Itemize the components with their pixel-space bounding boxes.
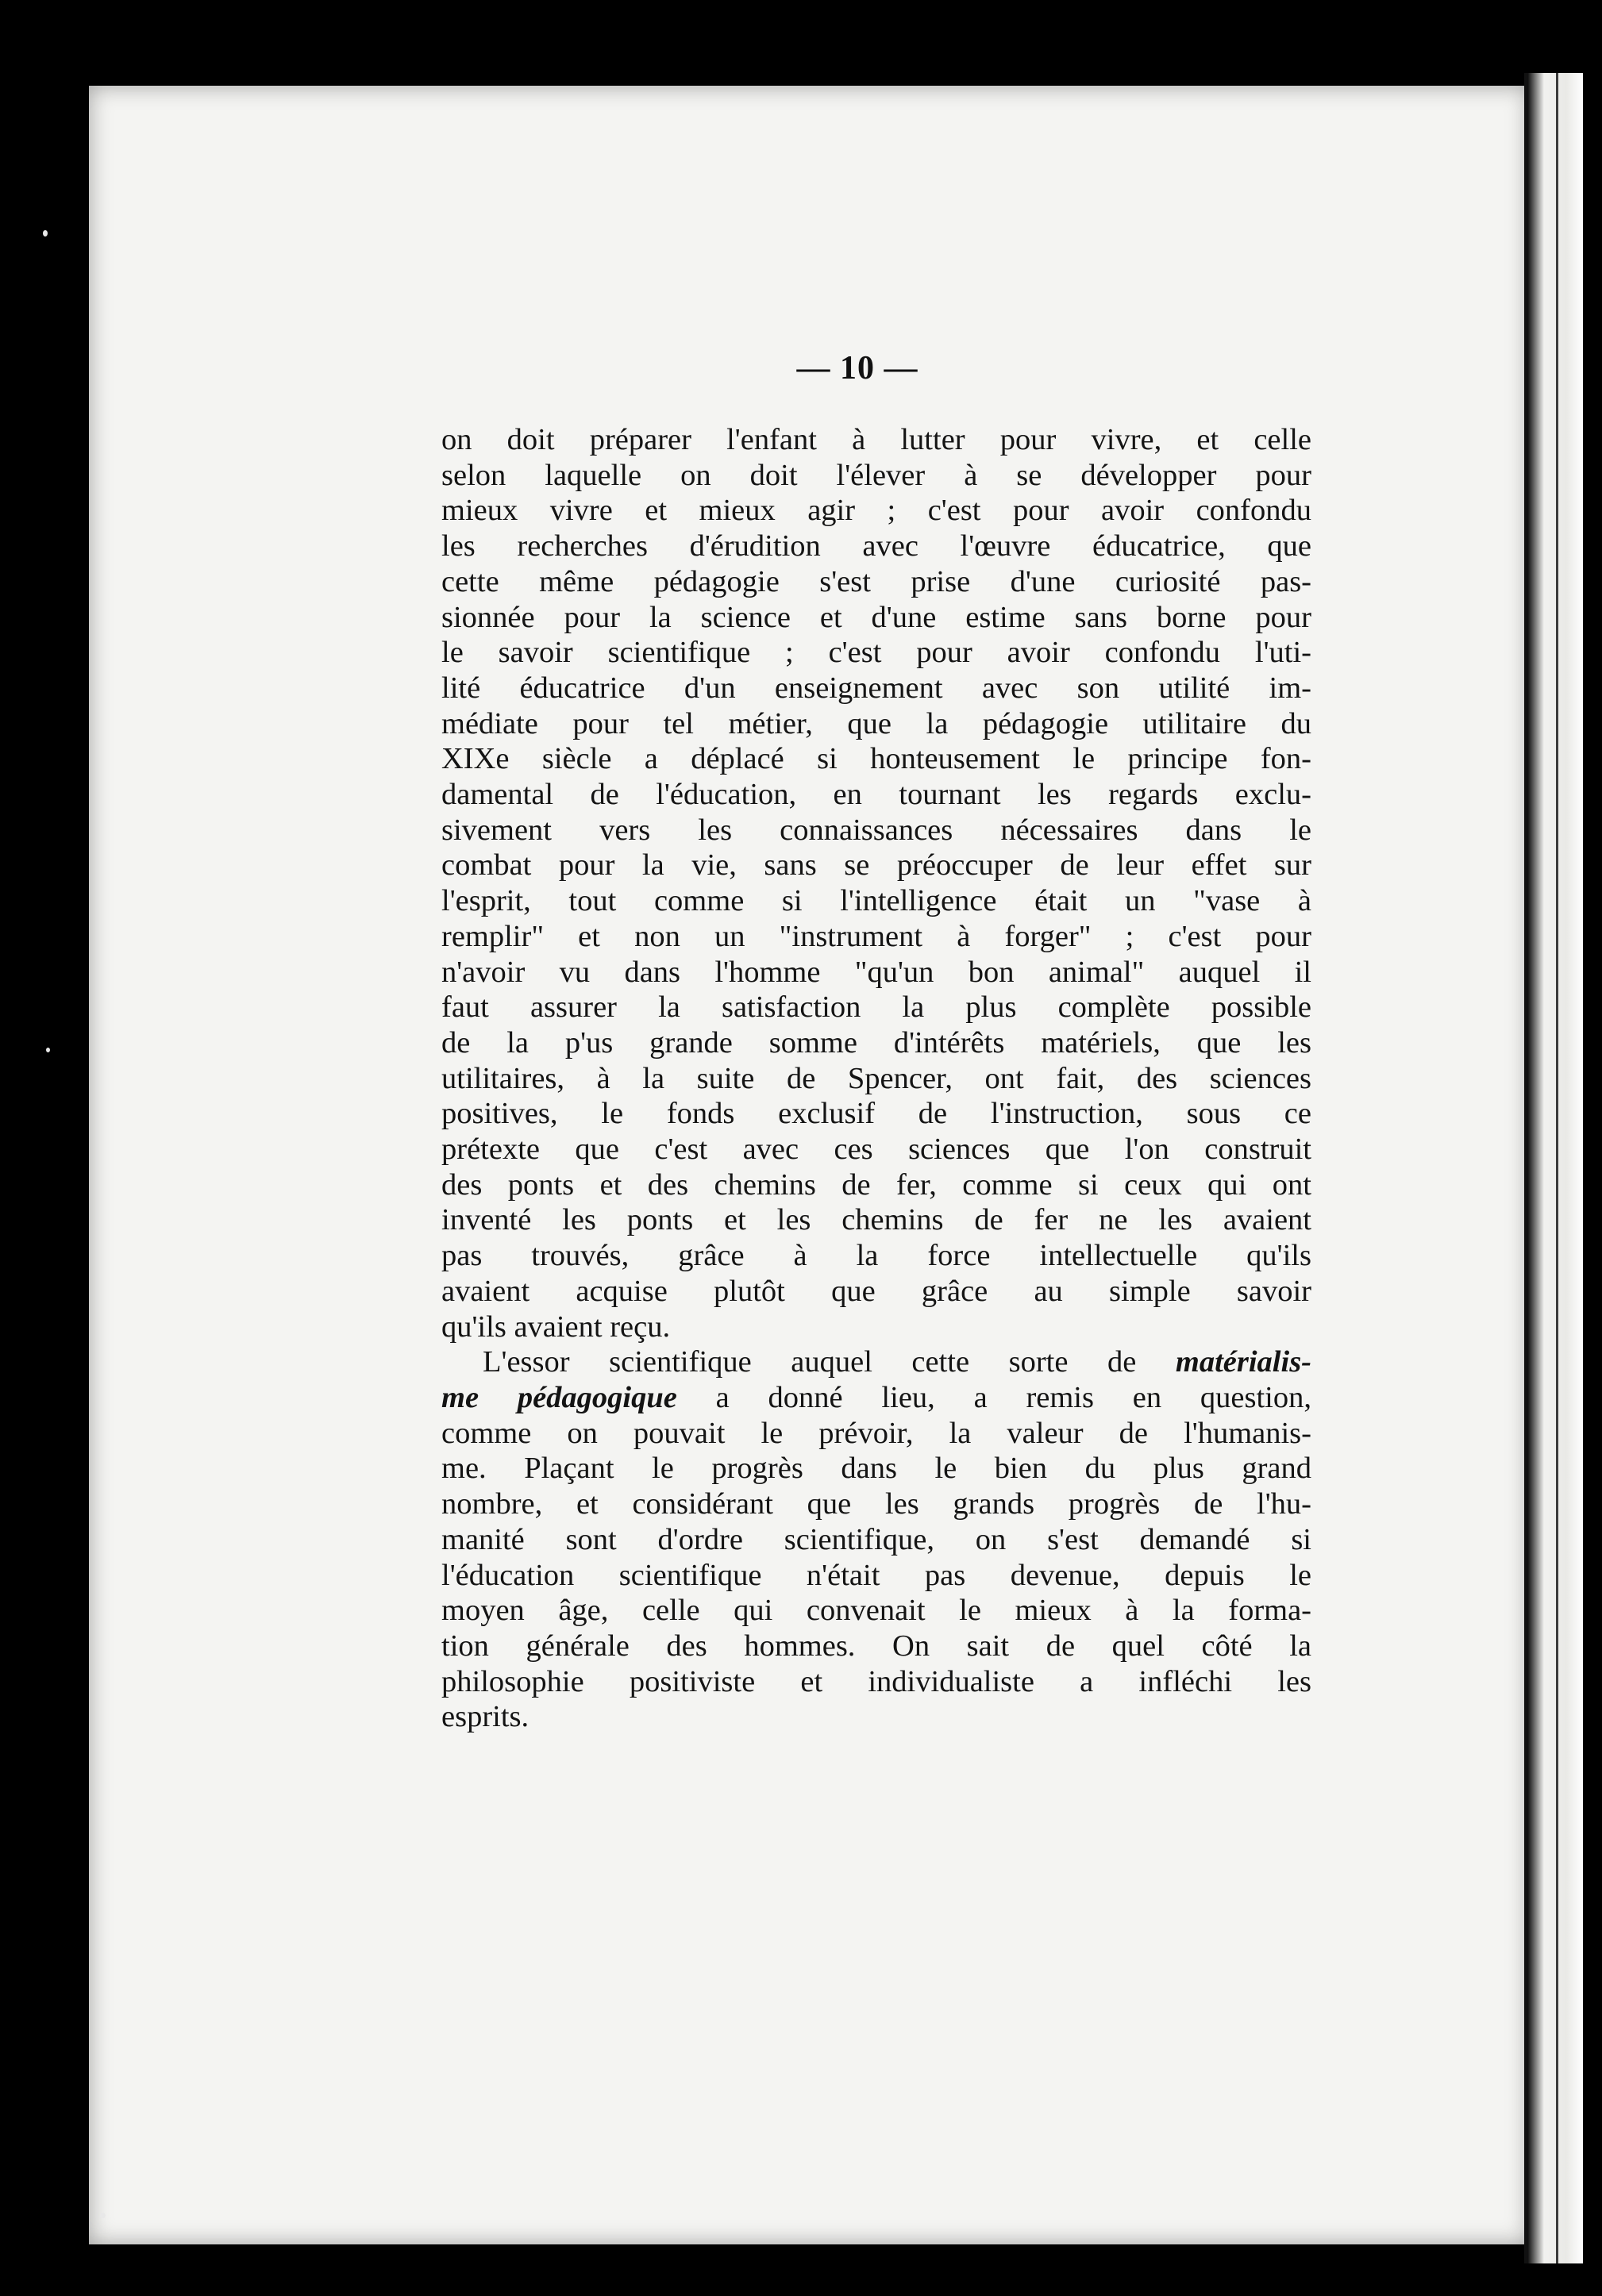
text-line: inventé les ponts et les chemins de fer ne les avaient (441, 1203, 1311, 1237)
text-line: damental de l'éducation, en tournant les regards exclu- (441, 778, 1311, 812)
text-line: utilitaires, à la suite de Spencer, ont fait, des sciences (441, 1061, 1311, 1095)
text-line: nombre, et considérant que les grands progrès de l'hu- (441, 1487, 1311, 1521)
text-line: XIXe siècle a déplacé si honteusement le principe fon- (441, 742, 1311, 776)
adjacent-page-edge (1524, 73, 1583, 2263)
text-line: positives, le fonds exclusif de l'instruction, sous ce (441, 1097, 1311, 1131)
paragraph-2 (441, 1344, 1311, 1735)
text-line: médiate pour tel métier, que la pédagogie utilitaire du (441, 706, 1311, 740)
text-line: cette même pédagogie s'est prise d'une curiosité pas- (441, 564, 1311, 598)
text-line: prétexte que c'est avec ces sciences que l'on construit (441, 1133, 1311, 1167)
text-line: manité sont d'ordre scientifique, on s'est demandé si (441, 1522, 1311, 1556)
text-run: L'essor scientifique auquel cette sorte de (483, 1345, 1176, 1379)
text-line: des ponts et des chemins de fer, comme si ceux qui ont (441, 1167, 1311, 1202)
text-line (441, 1344, 1311, 1380)
text-line: pas trouvés, grâce à la force intellectuelle qu'ils (441, 1239, 1311, 1273)
text-line: me. Plaçant le progrès dans le bien du plus grand (441, 1452, 1311, 1486)
page-number: — 10 — (796, 350, 918, 387)
text-line: esprits. (441, 1700, 530, 1734)
text-run: a donné lieu, a remis en question, (676, 1380, 1311, 1414)
text-line: philosophie positiviste et individualiste a infléchi les (441, 1664, 1311, 1698)
text-line: mieux vivre et mieux agir ; c'est pour avoir confondu (441, 494, 1311, 528)
text-line (441, 1380, 1311, 1416)
text-line: comme on pouvait le prévoir, la valeur de l'humanis- (441, 1416, 1311, 1450)
text-line: le savoir scientifique ; c'est pour avoir confondu l'uti- (441, 636, 1311, 670)
italic-term: me pédagogique (441, 1380, 677, 1414)
body-text (441, 422, 1311, 1735)
text-line: sionnée pour la science et d'une estime sans borne pour (441, 600, 1311, 634)
text-line: avaient acquise plutôt que grâce au simple savoir (441, 1274, 1311, 1308)
text-line: tion générale des hommes. On sait de quel côté la (441, 1629, 1311, 1663)
text-line: l'éducation scientifique n'était pas devenue, depuis le (441, 1558, 1311, 1592)
text-line: on doit préparer l'enfant à lutter pour vivre, et celle (441, 423, 1311, 456)
text-line: l'esprit, tout comme si l'intelligence était un "vase à (441, 884, 1311, 918)
text-line: moyen âge, celle qui convenait le mieux à la forma- (441, 1594, 1311, 1628)
text-line: les recherches d'érudition avec l'œuvre éducatrice, que (441, 529, 1311, 563)
paragraph-1 (441, 422, 1311, 1344)
text-line: n'avoir vu dans l'homme "qu'un bon animal" auquel il (441, 955, 1311, 989)
text-line: qu'ils avaient reçu. (441, 1310, 671, 1344)
text-line: remplir" et non un "instrument à forger" ; c'est pour (441, 919, 1311, 953)
italic-term: matérialis- (1175, 1345, 1311, 1379)
dust-speck (46, 1048, 50, 1052)
text-line: faut assurer la satisfaction la plus complète possible (441, 990, 1311, 1025)
page-edge-line (1556, 73, 1558, 2263)
dust-speck (100, 2213, 106, 2218)
text-line: combat pour la vie, sans se préoccuper de leur effet sur (441, 848, 1311, 883)
dust-speck (43, 230, 48, 237)
text-line: selon laquelle on doit l'élever à se développer pour (441, 458, 1311, 492)
text-line: lité éducatrice d'un enseignement avec son utilité im- (441, 671, 1311, 705)
text-line: de la p'us grande somme d'intérêts matériels, que les (441, 1025, 1311, 1060)
text-line: sivement vers les connaissances nécessaires dans le (441, 813, 1311, 847)
